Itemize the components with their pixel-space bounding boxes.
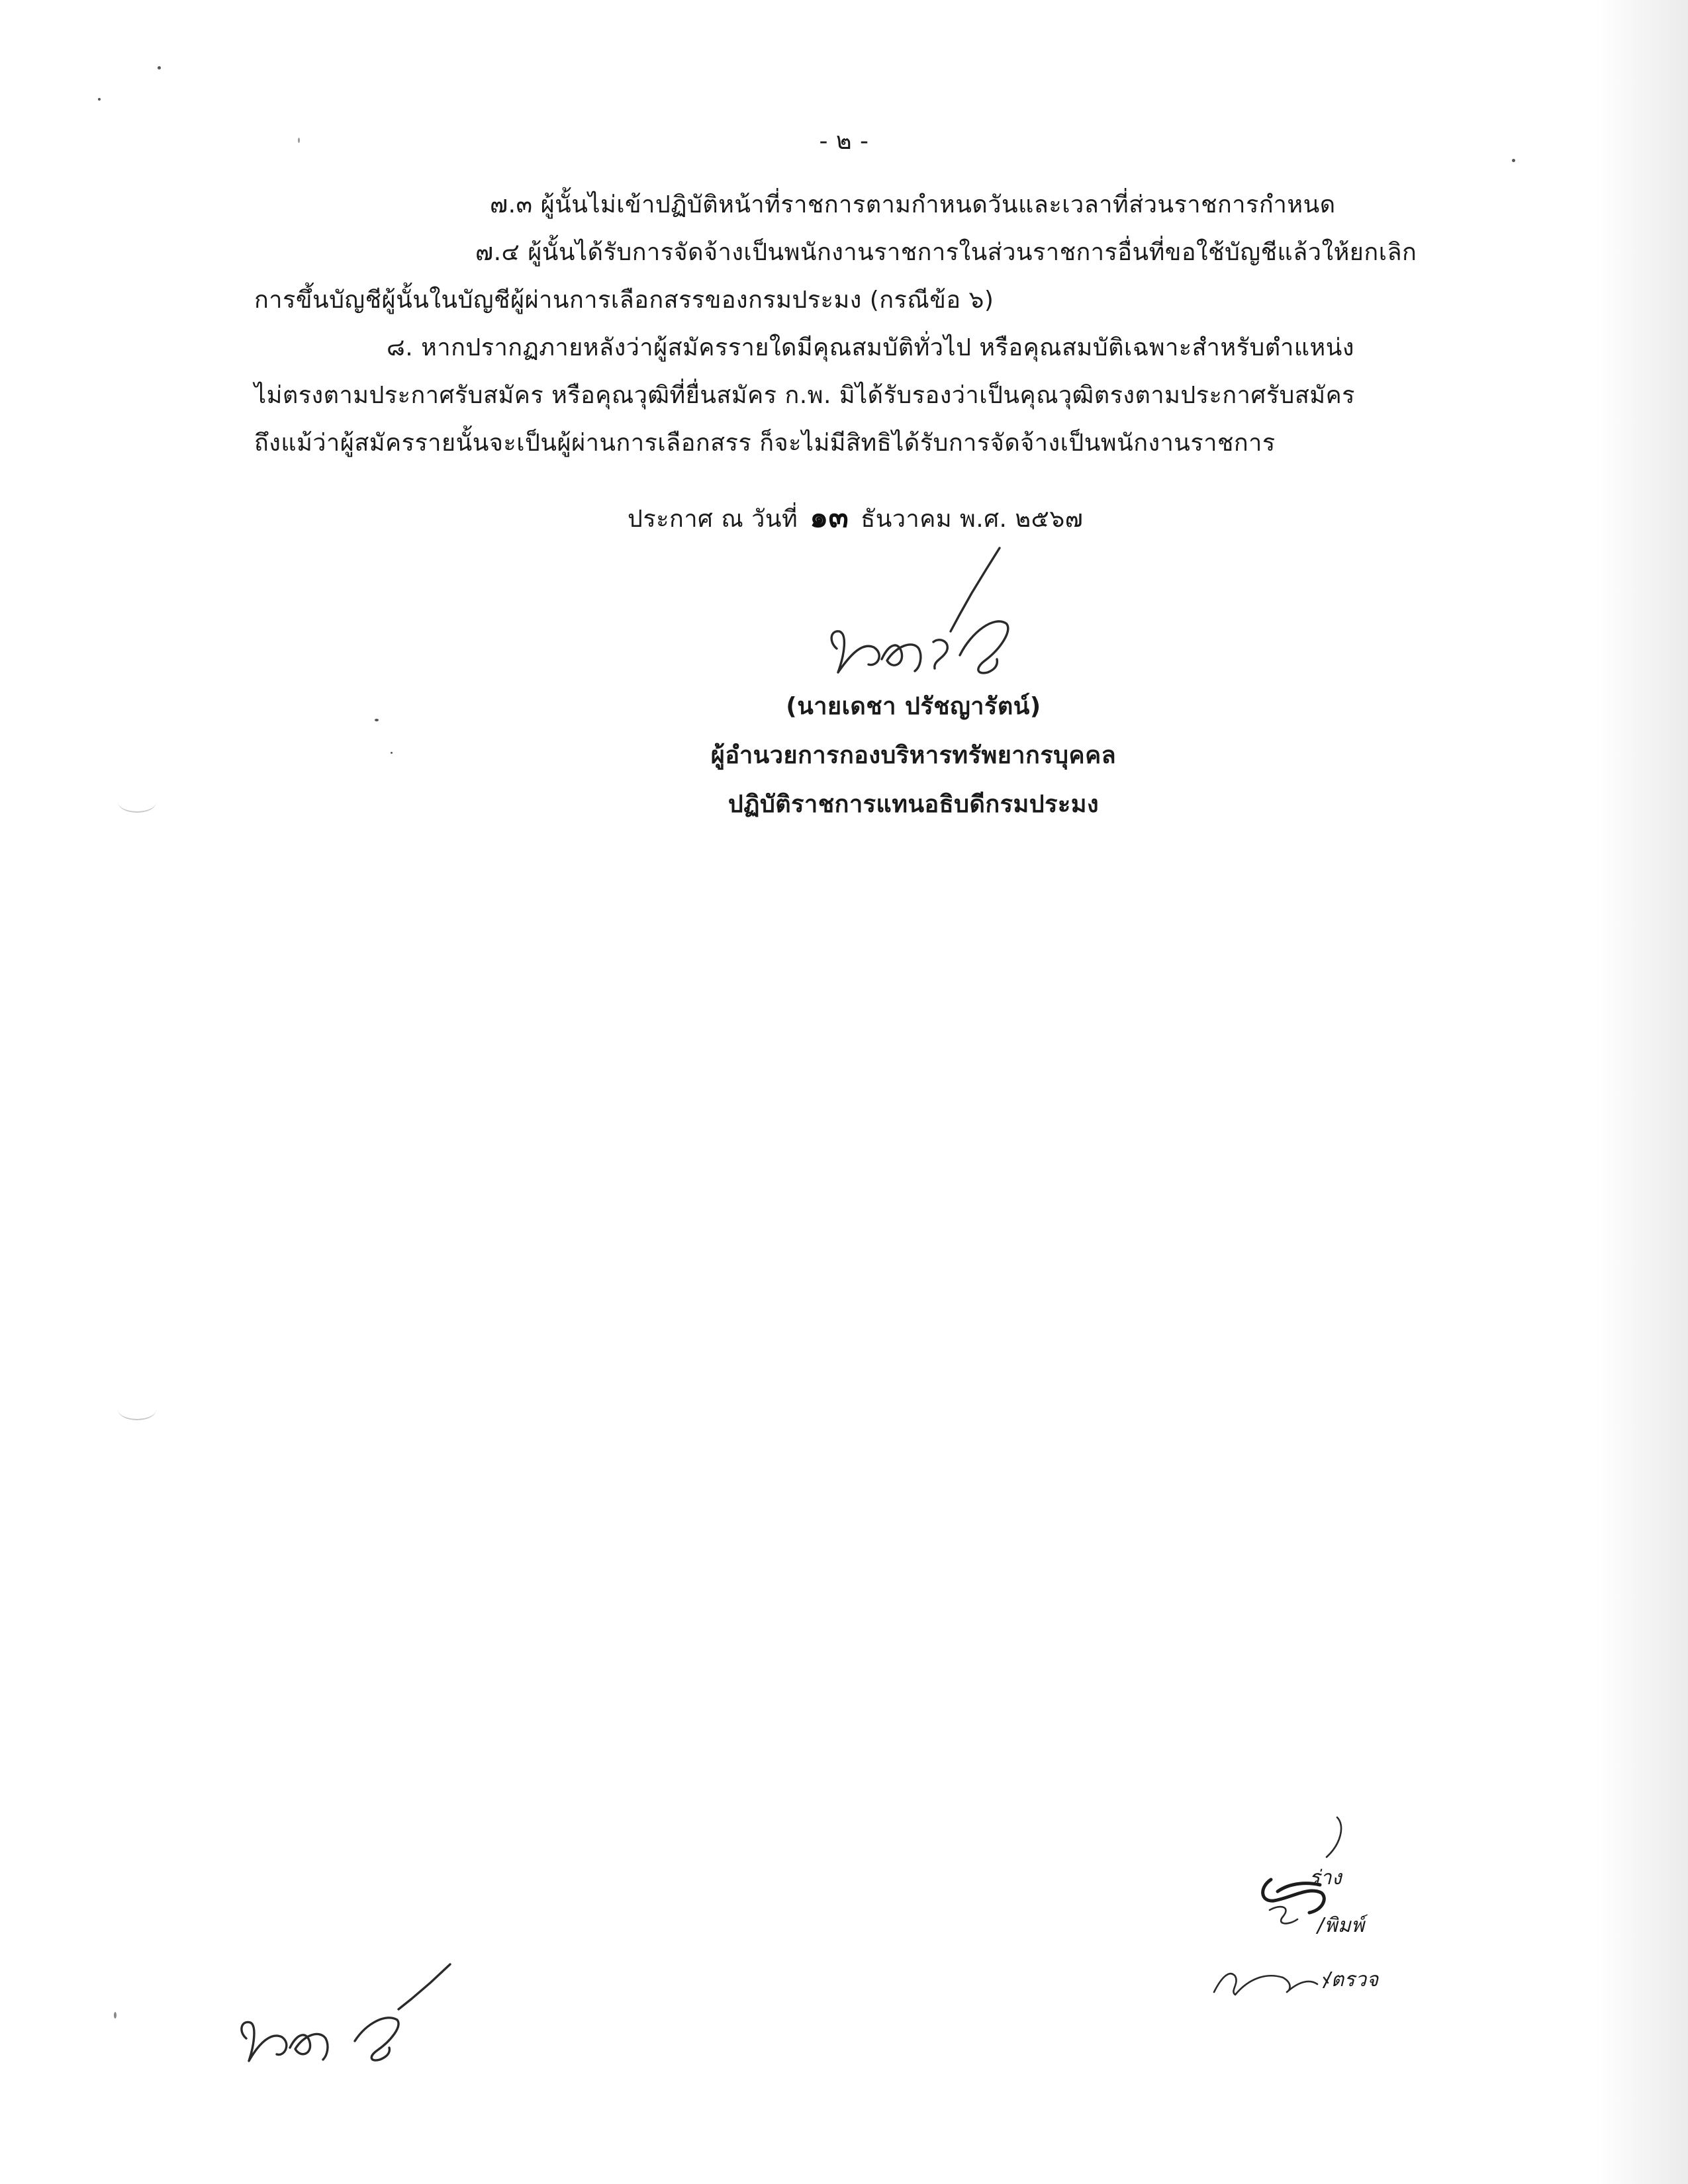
director-signature: [821, 543, 1086, 695]
scan-speck: [375, 719, 379, 721]
handling-mark-checked: /ตรวจ: [1324, 1968, 1379, 1991]
paragraph-8-line-3: ถึงแม้ว่าผู้สมัครรายนั้นจะเป็นผู้ผ่านการเลือกสรร ก็จะไม่มีสิทธิได้รับการจัดจ้างเป็นพนักงานราชการ: [254, 430, 1276, 457]
scan-edge-shading: [1595, 0, 1688, 2184]
date-month-year: ธันวาคม พ.ศ. ๒๕๖๗: [861, 506, 1084, 533]
date-prefix: ประกาศ ณ วันที่: [628, 506, 798, 533]
scan-speck: [98, 98, 101, 101]
handling-mark-draft: ร่าง: [1309, 1866, 1342, 1889]
signatory-title: ผู้อำนวยการกองบริหารทรัพยากรบุคคล: [710, 742, 1117, 769]
scan-speck: [114, 2012, 117, 2019]
punch-hole-mark: [118, 1399, 156, 1420]
paragraph-7-4-continued: การขึ้นบัญชีผู้นั้นในบัญชีผู้ผ่านการเลือกสรรของกรมประมง (กรณีข้อ ๖): [254, 287, 994, 314]
paragraph-8: ๘. หากปรากฏภายหลังว่าผู้สมัครรายใดมีคุณสมบัติทั่วไป หรือคุณสมบัติเฉพาะสำหรับตำแหน่ง: [387, 334, 1354, 361]
paragraph-8-line-2: ไม่ตรงตามประกาศรับสมัคร หรือคุณวุฒิที่ยื่นสมัคร ก.พ. มิได้รับรองว่าเป็นคุณวุฒิตรงตามประกาศรับสมัคร: [254, 382, 1356, 409]
scan-speck: [298, 138, 300, 143]
handling-initials: [1192, 1813, 1417, 2025]
page-number: - ๒ -: [819, 128, 869, 155]
signatory-name: (นายเดชา ปรัชญารัตน์): [786, 693, 1041, 720]
scan-speck: [391, 752, 393, 754]
signatory-acting-for: ปฏิบัติราชการแทนอธิบดีกรมประมง: [727, 791, 1100, 818]
announcement-date: [628, 502, 1083, 535]
scan-speck: [158, 66, 161, 69]
scan-speck: [1512, 159, 1515, 162]
paragraph-7-4: ๗.๔ ผู้นั้นได้รับการจัดจ้างเป็นพนักงานราชการในส่วนราชการอื่นที่ขอใช้บัญชีแล้วให้ยกเลิก: [475, 239, 1417, 266]
paragraph-7-3: ๗.๓ ผู้นั้นไม่เข้าปฏิบัติหน้าที่ราชการตามกำหนดวันและเวลาที่ส่วนราชการกำหนด: [490, 191, 1336, 218]
bottom-left-initials: [232, 1959, 470, 2078]
date-day: ๑๓: [810, 500, 849, 534]
punch-hole-mark: [118, 792, 156, 813]
handling-mark-typed: /พิมพ์: [1317, 1914, 1365, 1937]
